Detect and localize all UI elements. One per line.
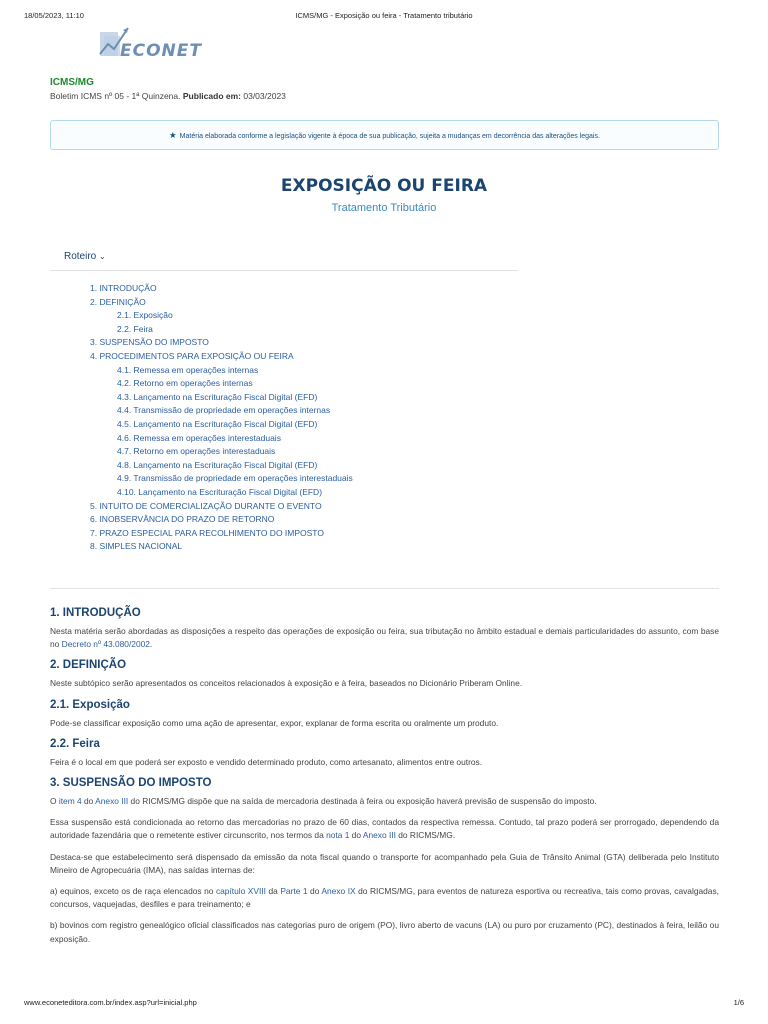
item-4-link[interactable]: item 4: [58, 796, 82, 807]
section-heading: 2.1. Exposição: [50, 698, 130, 711]
toc-link[interactable]: 2. DEFINIÇÃO: [90, 296, 146, 307]
section-heading: 2.2. Feira: [50, 737, 100, 750]
legislation-notice: [50, 120, 719, 150]
toc-link[interactable]: 4.5. Lançamento na Escrituração Fiscal Digital (EFD): [117, 419, 318, 429]
parte-1-link[interactable]: Parte 1: [280, 886, 308, 897]
published-date: 03/03/2023: [243, 91, 286, 101]
print-title: ICMS/MG - Exposição ou feira - Tratamento tributário: [295, 11, 473, 20]
section-heading: 3. SUSPENSÃO DO IMPOSTO: [50, 777, 212, 790]
toc-link[interactable]: 8. SIMPLES NACIONAL: [90, 541, 183, 552]
toc-link[interactable]: 5. INTUITO DE COMERCIALIZAÇÃO DURANTE O EVENTO: [90, 500, 322, 511]
divider: [50, 270, 518, 271]
paragraph: Pode-se classificar exposição como uma ação de apresentar, expor, explanar de forma escrita ou oralmente um produto.: [50, 717, 499, 728]
toc-link[interactable]: 4.2. Retorno em operações internas: [117, 378, 253, 389]
econet-logo[interactable]: [98, 24, 228, 64]
toc-link[interactable]: 7. PRAZO ESPECIAL PARA RECOLHIMENTO DO IMPOSTO: [90, 527, 324, 538]
print-footer: [24, 998, 744, 1010]
toc-link[interactable]: 4.1. Remessa em operações internas: [117, 364, 259, 375]
text: do RICMS/MG dispõe que na saída de mercadoria destinada à feira ou exposição haverá previsão de suspensão do imposto.: [128, 796, 597, 807]
paragraph: [50, 816, 719, 842]
capitulo-xviii-link[interactable]: capítulo XVIII: [215, 886, 266, 897]
paragraph: [50, 625, 719, 651]
toc-link[interactable]: 4.7. Retorno em operações interestaduais: [117, 446, 276, 457]
toc-link[interactable]: 1. INTRODUÇÃO: [90, 283, 157, 293]
toc-link[interactable]: 4.10. Lançamento na Escrituração Fiscal Digital (EFD): [117, 487, 323, 497]
toc-heading: Roteiro: [64, 251, 97, 262]
anexo-ix-link[interactable]: Anexo IX: [321, 886, 356, 897]
toc-link[interactable]: 4.6. Remessa em operações interestaduais: [117, 432, 281, 443]
section-heading: 2. DEFINIÇÃO: [50, 659, 127, 672]
toc-link[interactable]: 6. INOBSERVÂNCIA DO PRAZO DE RETORNO: [90, 514, 275, 525]
nota-1-link[interactable]: nota 1: [326, 830, 350, 841]
print-url: www.econeteditora.com.br/index.asp?url=inicial.php: [24, 998, 197, 1007]
anexo-iii-link[interactable]: Anexo III: [95, 796, 129, 807]
toc-link[interactable]: 2.2. Feira: [117, 323, 153, 334]
divider: [50, 588, 719, 589]
toc-link[interactable]: 4. PROCEDIMENTOS PARA EXPOSIÇÃO OU FEIRA: [90, 351, 294, 361]
print-date: 18/05/2023, 11:10: [24, 11, 84, 20]
text: .: [149, 639, 153, 650]
paragraph: Destaca-se que estabelecimento será dispensado da emissão da nota fiscal quando o transporte for acompanhado pela Guia de Trânsito Animal (GTA) deliberada pelo Instituto Mineiro de Agropecuária (IMA), nas saídas internas de:: [50, 851, 719, 875]
bulletin-prefix: Boletim ICMS nº 05 - 1ª Quinzena.: [50, 91, 181, 101]
document-subtitle: Tratamento Tributário: [331, 202, 437, 214]
section-heading: 1. INTRODUÇÃO: [50, 607, 141, 619]
text: do RICMS/MG, para eventos de natureza esportiva ou recreativa, tais como provas, cavalgadas, concursos, vaquejadas, desfiles e para treinamento; e: [50, 886, 719, 910]
text: a) equinos, exceto os de raça elencados no: [50, 886, 216, 897]
paragraph: [50, 885, 719, 911]
star-icon: ★: [169, 130, 177, 140]
document-title: EXPOSIÇÃO OU FEIRA: [280, 176, 488, 196]
anexo-iii-link[interactable]: Anexo III: [362, 830, 396, 841]
page-number: 1/6: [733, 998, 744, 1007]
text: do RICMS/MG.: [395, 830, 456, 841]
text: O: [50, 796, 59, 807]
bulletin-info: [50, 91, 286, 101]
category-label: ICMS/MG: [50, 77, 94, 88]
logo-text: ECONET: [120, 41, 202, 61]
decree-link[interactable]: Decreto nº 43.080/2002: [61, 639, 150, 650]
text: Essa suspensão está condicionada ao retorno das mercadorias no prazo de 60 dias, contados da respectiva remessa. Contudo, tal prazo poderá ser prorrogado, dependendo da autoridade fazendária que o remetente estiver circunscrito, nos termos da: [50, 817, 719, 841]
text: Nesta matéria serão abordadas as disposições a respeito das operações de exposição ou feira, sua tributação no âmbito estadual e demais particularidades do assunto, com base no: [50, 626, 719, 650]
paragraph: Feira é o local em que poderá ser exposto e vendido determinado produto, como artesanato, alimentos entre outros.: [50, 756, 483, 767]
toc-toggle[interactable]: [64, 251, 106, 262]
paragraph: Neste subtópico serão apresentados os conceitos relacionados à exposição e à feira, baseados no Dicionário Priberam Online.: [50, 678, 523, 689]
text: do: [307, 886, 322, 897]
toc-link[interactable]: 4.4. Transmissão de propriedade em operações internas: [117, 405, 331, 416]
text: do: [81, 796, 96, 807]
toc-link[interactable]: 4.8. Lançamento na Escrituração Fiscal Digital (EFD): [117, 459, 318, 470]
toc-link[interactable]: 3. SUSPENSÃO DO IMPOSTO: [90, 337, 209, 348]
toc-link[interactable]: 2.1. Exposição: [117, 310, 173, 321]
notice-text: Matéria elaborada conforme a legislação vigente à época de sua publicação, sujeita a mudanças em decorrência das alterações legais.: [179, 133, 600, 140]
paragraph: [50, 795, 719, 808]
published-label: Publicado em:: [182, 91, 241, 101]
print-header: [24, 11, 744, 23]
text: do: [349, 830, 363, 841]
toc-link[interactable]: 4.9. Transmissão de propriedade em operações interestaduais: [117, 473, 353, 484]
paragraph: b) bovinos com registro genealógico oficial classificados nas categorias puro de origem (PO), livro aberto de vacuns (LA) ou puro por cruzamento (PC), destinados à feira, leilão ou exposição.: [50, 920, 719, 944]
article-body: [50, 607, 719, 954]
toc-link[interactable]: 4.3. Lançamento na Escrituração Fiscal Digital (EFD): [117, 391, 318, 402]
chevron-down-icon: ⌄: [99, 252, 106, 261]
text: da: [265, 886, 281, 897]
